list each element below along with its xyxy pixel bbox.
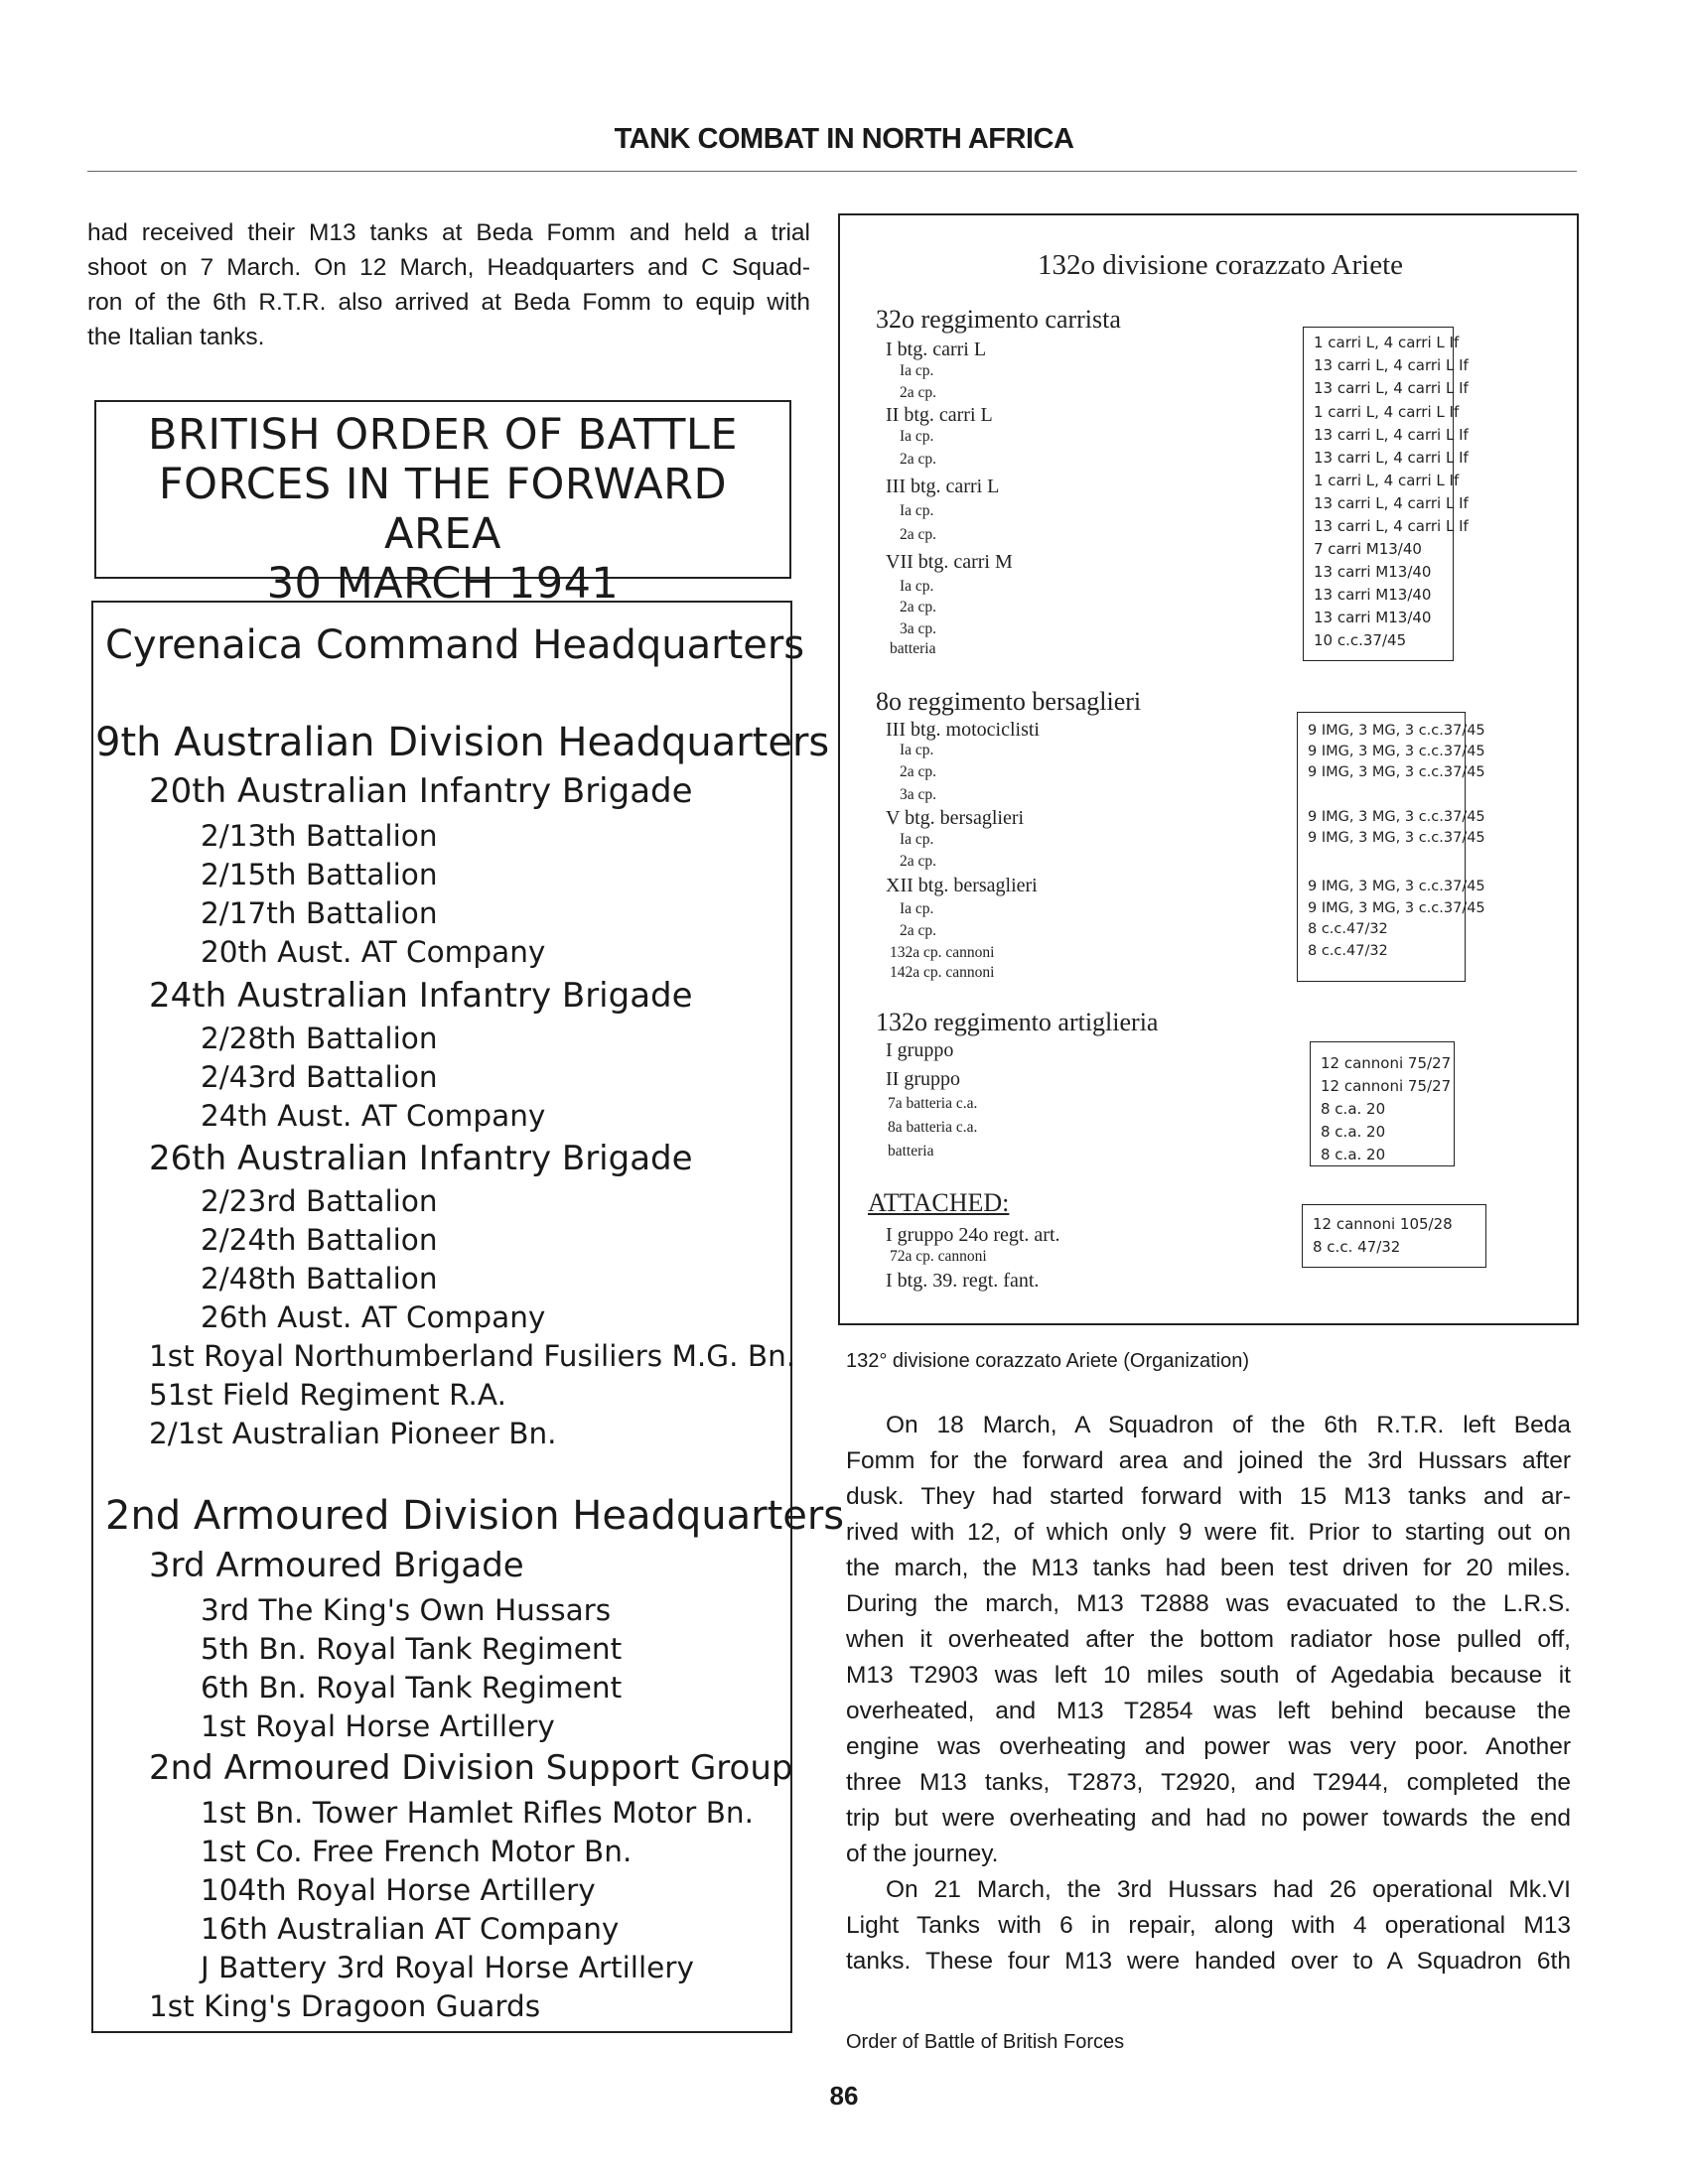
chart-unit: 3a cp.: [900, 786, 937, 803]
ariete-organization-chart: [838, 213, 1579, 1325]
chart-unit: 7a batteria c.a.: [888, 1095, 978, 1112]
chart-unit: V btg. bersaglieri: [886, 807, 1025, 829]
oob-entry: 2/43rd Battalion: [201, 1060, 438, 1094]
equipment-line: 13 carri L, 4 carri L If: [1314, 426, 1469, 444]
chart-unit: Ia cp.: [900, 831, 934, 848]
text-line: Light Tanks with 6 in repair, along with 4 operational M13: [846, 1912, 1571, 1939]
oob-entry: 2/17th Battalion: [201, 896, 438, 930]
text-line: On 18 March, A Squadron of the 6th R.T.R. left Beda: [886, 1412, 1571, 1438]
chart-unit: 2a cp.: [900, 853, 937, 870]
oob-entry: 2/48th Battalion: [201, 1262, 438, 1296]
chart-unit: 2a cp.: [900, 599, 937, 615]
equipment-line: 1 carri L, 4 carri L If: [1314, 403, 1460, 421]
chart-unit: Ia cp.: [900, 428, 934, 445]
chart-unit: VII btg. carri M: [886, 551, 1013, 573]
oob-entry: J Battery 3rd Royal Horse Artillery: [201, 1951, 694, 1984]
oob-entry: 6th Bn. Royal Tank Regiment: [201, 1671, 623, 1705]
oob-entry: 2nd Armoured Division Headquarters: [105, 1493, 845, 1539]
chart-title: 132o divisione corazzato Ariete: [1038, 249, 1404, 281]
oob-entry: 26th Aust. AT Company: [201, 1300, 546, 1334]
chart-unit: 2a cp.: [900, 384, 937, 401]
chart-unit: II gruppo: [886, 1068, 960, 1090]
text-line: M13 T2903 was left 10 miles south of Agedabia because it: [846, 1662, 1571, 1689]
title-line-1: BRITISH ORDER OF BATTLE: [147, 410, 739, 460]
equipment-line: 8 c.c.47/32: [1308, 943, 1388, 959]
equipment-line: 13 carri M13/40: [1314, 586, 1432, 604]
oob-entry: 1st Royal Horse Artillery: [201, 1709, 555, 1743]
oob-entry: 2/23rd Battalion: [201, 1184, 438, 1218]
chart-unit: II btg. carri L: [886, 404, 993, 426]
oob-entry: Cyrenaica Command Headquarters: [105, 622, 805, 668]
equipment-line: 13 carri L, 4 carri L If: [1314, 356, 1469, 374]
equipment-line: 1 carri L, 4 carri L If: [1314, 472, 1460, 489]
oob-entry: 2/24th Battalion: [201, 1223, 438, 1257]
chart-unit: 2a cp.: [900, 526, 937, 543]
chart-unit: 2a cp.: [900, 451, 937, 468]
oob-entry: 2/13th Battalion: [201, 819, 438, 853]
equipment-line: 9 IMG, 3 MG, 3 c.c.37/45: [1308, 830, 1485, 846]
equipment-line: 8 c.c.47/32: [1308, 921, 1388, 937]
equipment-line: 9 IMG, 3 MG, 3 c.c.37/45: [1308, 809, 1485, 825]
text-line: trip but were overheating and had no power towards the end: [846, 1805, 1571, 1832]
equipment-line: 13 carri L, 4 carri L If: [1314, 449, 1469, 467]
oob-entry: 2/28th Battalion: [201, 1022, 438, 1055]
header-rule: [87, 171, 1577, 172]
text-line: During the march, M13 T2888 was evacuated to the L.R.S.: [846, 1590, 1571, 1617]
chart-unit: XII btg. bersaglieri: [886, 875, 1038, 896]
text-line: overheated, and M13 T2854 was left behind because the: [846, 1698, 1571, 1724]
equipment-line: 9 IMG, 3 MG, 3 c.c.37/45: [1308, 764, 1485, 780]
oob-entry: 1st Royal Northumberland Fusiliers M.G. Bn.: [149, 1339, 796, 1373]
running-head: TANK COMBAT IN NORTH AFRICA: [614, 123, 1074, 155]
chart-unit: III btg. motociclisti: [886, 719, 1040, 741]
page-number: 86: [829, 2081, 859, 2111]
text-line: shoot on 7 March. On 12 March, Headquarters and C Squad-: [87, 254, 810, 281]
equipment-line: 8 c.a. 20: [1321, 1123, 1386, 1141]
equipment-box: [1310, 1041, 1455, 1166]
equipment-line: 8 c.a. 20: [1321, 1146, 1386, 1163]
equipment-line: 9 IMG, 3 MG, 3 c.c.37/45: [1308, 744, 1485, 759]
oob-entry: 24th Aust. AT Company: [201, 1099, 546, 1133]
chart-unit: I btg. 39. regt. fant.: [886, 1270, 1040, 1292]
text-line: of the journey.: [846, 1841, 999, 1867]
chart-unit: I gruppo 24o regt. art.: [886, 1224, 1060, 1246]
chart-unit: I gruppo: [886, 1039, 954, 1061]
chart-unit: 72a cp. cannoni: [890, 1248, 987, 1265]
text-line: when it overheated after the bottom radiator hose pulled off,: [846, 1626, 1571, 1653]
chart-unit: Ia cp.: [900, 742, 934, 758]
equipment-line: 8 c.c. 47/32: [1313, 1238, 1401, 1256]
order-of-battle-box: [91, 601, 845, 2033]
chart-unit: 142a cp. cannoni: [890, 964, 995, 981]
chart-unit: batteria: [888, 1143, 934, 1160]
oob-entry: 9th Australian Division Headquarters: [95, 720, 830, 765]
equipment-box: [1303, 327, 1469, 661]
text-line: the Italian tanks.: [87, 324, 265, 350]
equipment-line: 7 carri M13/40: [1314, 540, 1422, 558]
text-line: rived with 12, of which only 9 were fit. Prior to starting out on: [846, 1519, 1571, 1546]
oob-entry: 1st Bn. Tower Hamlet Rifles Motor Bn.: [201, 1796, 754, 1830]
narrative-paragraph-1: [846, 1408, 1571, 1979]
chart-unit: Ia cp.: [900, 900, 934, 917]
equipment-line: 12 cannoni 75/27: [1321, 1077, 1452, 1095]
text-line: the march, the M13 tanks had been test driven for 20 miles.: [846, 1555, 1571, 1581]
text-line: dusk. They had started forward with 15 M13 tanks and ar-: [846, 1483, 1571, 1510]
oob-entry: 20th Australian Infantry Brigade: [149, 771, 693, 811]
text-line: tanks. These four M13 were handed over to A Squadron 6th: [846, 1948, 1571, 1975]
equipment-line: 9 IMG, 3 MG, 3 c.c.37/45: [1308, 879, 1485, 894]
title-line-2: FORCES IN THE FORWARD AREA: [158, 460, 728, 559]
text-line: had received their M13 tanks at Beda Fomm and held a trial: [87, 219, 810, 246]
oob-entry: 1st Co. Free French Motor Bn.: [201, 1835, 633, 1868]
chart-unit: 8a batteria c.a.: [888, 1119, 978, 1136]
chart-unit: 2a cp.: [900, 922, 937, 939]
oob-entry: 104th Royal Horse Artillery: [201, 1873, 596, 1907]
chart-caption: 132° divisione corazzato Ariete (Organization): [846, 1350, 1249, 1372]
text-line: three M13 tanks, T2873, T2920, and T2944, completed the: [846, 1769, 1571, 1796]
chart-unit: 2a cp.: [900, 763, 937, 780]
order-of-battle-caption: Order of Battle of British Forces: [846, 2031, 1125, 2053]
oob-entry: 24th Australian Infantry Brigade: [149, 976, 693, 1016]
chart-unit: 3a cp.: [900, 620, 937, 637]
chart-unit: Ia cp.: [900, 502, 934, 519]
equipment-line: 10 c.c.37/45: [1314, 631, 1407, 649]
equipment-line: 1 carri L, 4 carri L If: [1314, 334, 1460, 351]
oob-entry: 51st Field Regiment R.A.: [149, 1378, 506, 1412]
chart-unit: 132a cp. cannoni: [890, 944, 995, 961]
chart-unit: III btg. carri L: [886, 476, 1000, 497]
chart-unit: I btg. carri L: [886, 339, 987, 360]
oob-entry: 2nd Armoured Division Support Group: [149, 1748, 793, 1788]
equipment-line: 8 c.a. 20: [1321, 1100, 1386, 1118]
oob-entry: 1st King's Dragoon Guards: [149, 1989, 541, 2023]
text-line: ron of the 6th R.T.R. also arrived at Beda Fomm to equip with: [87, 289, 810, 316]
chart-unit: Ia cp.: [900, 578, 934, 595]
title-line-3: 30 MARCH 1941: [266, 559, 620, 609]
oob-entry: 2/1st Australian Pioneer Bn.: [149, 1417, 557, 1450]
regiment-name: 132o reggimento artiglieria: [876, 1008, 1159, 1036]
oob-entry: 5th Bn. Royal Tank Regiment: [201, 1632, 623, 1666]
intro-paragraph: [87, 215, 810, 354]
oob-entry: 16th Australian AT Company: [201, 1912, 620, 1946]
oob-entry: 26th Australian Infantry Brigade: [149, 1139, 693, 1178]
regiment-name: 8o reggimento bersaglieri: [876, 687, 1142, 716]
equipment-line: 9 IMG, 3 MG, 3 c.c.37/45: [1308, 723, 1485, 739]
equipment-line: 13 carri M13/40: [1314, 609, 1432, 626]
equipment-line: 9 IMG, 3 MG, 3 c.c.37/45: [1308, 900, 1485, 916]
equipment-box: [1297, 712, 1485, 982]
text-line: Fomm for the forward area and joined the 3rd Hussars after: [846, 1447, 1571, 1474]
oob-entry: 3rd Armoured Brigade: [149, 1546, 524, 1585]
equipment-line: 13 carri L, 4 carri L If: [1314, 517, 1469, 535]
regiment-name: 32o reggimento carrista: [876, 305, 1121, 334]
oob-entry: 2/15th Battalion: [201, 858, 438, 891]
equipment-box: [1302, 1204, 1486, 1268]
oob-entry: 20th Aust. AT Company: [201, 935, 546, 969]
equipment-line: 13 carri M13/40: [1314, 563, 1432, 581]
equipment-line: 13 carri L, 4 carri L If: [1314, 494, 1469, 512]
equipment-line: 13 carri L, 4 carri L If: [1314, 379, 1469, 397]
text-line: On 21 March, the 3rd Hussars had 26 operational Mk.VI: [886, 1876, 1571, 1903]
order-of-battle-title-box: [94, 400, 791, 609]
chart-unit: batteria: [890, 640, 936, 657]
text-line: engine was overheating and power was very poor. Another: [846, 1733, 1571, 1760]
oob-entry: 3rd The King's Own Hussars: [201, 1593, 612, 1627]
chart-unit: Ia cp.: [900, 362, 934, 379]
attached-label: ATTACHED:: [868, 1188, 1010, 1217]
equipment-line: 12 cannoni 75/27: [1321, 1054, 1452, 1072]
equipment-line: 12 cannoni 105/28: [1313, 1215, 1453, 1233]
